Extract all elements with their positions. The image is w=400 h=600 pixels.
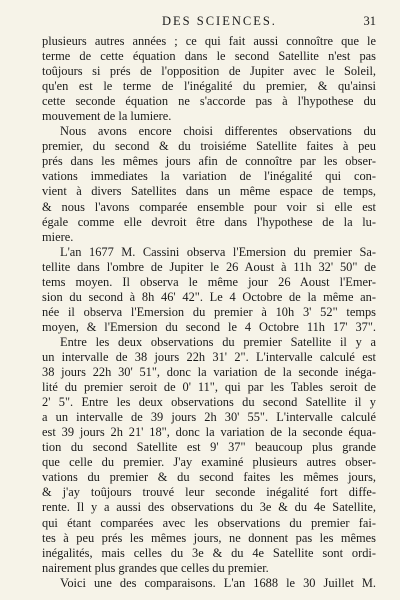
body-text xyxy=(42,34,376,591)
text-line: vations du premier & du second faites les mêmes jours, xyxy=(42,470,376,485)
running-head: DES SCIENCES. xyxy=(162,14,277,28)
page-number: 31 xyxy=(363,14,376,28)
text-line: miere. xyxy=(42,229,74,244)
text-line: & j'ay toûjours trouvé leur seconde inégalité fort diffe- xyxy=(42,485,376,500)
text-line: terme de cette équation dans le second Satellite n'est pas xyxy=(42,49,376,64)
text-line: toûjours si prés de l'opposition de Jupiter avec le Soleil, xyxy=(42,64,376,79)
text-line: lité du premier seroit de 0' 11", qui par les Tables seroit de xyxy=(42,380,376,395)
text-line: premier, du second & du troisiéme Satellite faites à peu xyxy=(42,139,376,154)
text-line: rente. Il y a aussi des observations du 3e & du 4e Satellite, xyxy=(42,500,376,515)
text-line: est 39 jours 2h 21' 18", donc la variation de la seconde équa- xyxy=(42,425,376,440)
text-line: tellite dans l'ombre de Jupiter le 26 Aoust à 11h 32' 50" de xyxy=(42,259,376,274)
text-line: Voici une des comparaisons. L'an 1688 le 30 Juillet M. xyxy=(60,575,376,590)
text-line: tems moyen. Il observa le même jour 26 Aoust l'Emer- xyxy=(42,274,376,289)
text-line: moyen, & l'Emersion du second le 4 Octobre 11h 17' 37". xyxy=(42,319,376,334)
text-line: vient à divers Satellites dans un même espace de temps, xyxy=(42,184,376,199)
text-line: Entre les deux observations du premier Satellite il y a xyxy=(60,334,376,349)
text-line: tes à peu prés les mêmes jours, ne donnent pas les mêmes xyxy=(42,530,376,545)
text-line: tion du second Satellite est 9' 37" beaucoup plus grande xyxy=(42,440,376,455)
text-line: a un intervalle de 39 jours 2h 30' 55". L'intervalle calculé xyxy=(42,410,376,425)
text-line: Nous avons encore choisi differentes observations du xyxy=(60,124,376,139)
text-line: plusieurs autres années ; ce qui fait aussi connoître que le xyxy=(42,34,376,48)
text-line: 38 jours 22h 30' 51", donc la variation de la seconde inéga- xyxy=(42,365,376,380)
text-line: cette seconde équation ne s'accorde pas à l'hypothese du xyxy=(42,94,376,109)
text-line: que celle du premier. J'ay examiné plusieurs autres obser- xyxy=(42,455,376,470)
text-line: inégalités, mais celles du 3e & du 4e Satellite sont ordi- xyxy=(42,545,376,560)
text-line: 2' 5". Entre les deux observations du second Satellite il y xyxy=(42,395,376,410)
text-line: un intervalle de 38 jours 22h 31' 2". L'intervalle calculé est xyxy=(42,349,376,364)
text-line: qui étant comparées avec les observations du premier fai- xyxy=(42,515,376,530)
text-line: égale comme elle devroit être dans l'hypothese de la lu- xyxy=(42,214,376,229)
text-line: & nous l'avons comparée ensemble pour voir si elle est xyxy=(42,199,376,214)
page-header xyxy=(42,12,376,34)
text-line: née il observa l'Emersion du premier à 10h 3' 52" temps xyxy=(42,304,376,319)
text-line: mouvement de la lumiere. xyxy=(42,109,172,124)
text-line: sion du second à 8h 46' 42". Le 4 Octobre de la même an- xyxy=(42,289,376,304)
text-line: qu'en est le terme de l'inégalité du premier, & qu'ainsi xyxy=(42,79,376,94)
text-line: vations immediates la variation de l'inégalité qui con- xyxy=(42,169,376,184)
text-line: L'an 1677 M. Cassini observa l'Emersion du premier Sa- xyxy=(60,244,376,259)
text-line: nairement plus grandes que celles du premier. xyxy=(42,560,269,575)
text-line: prés dans les mêmes jours afin de connoître par les obser- xyxy=(42,154,376,169)
